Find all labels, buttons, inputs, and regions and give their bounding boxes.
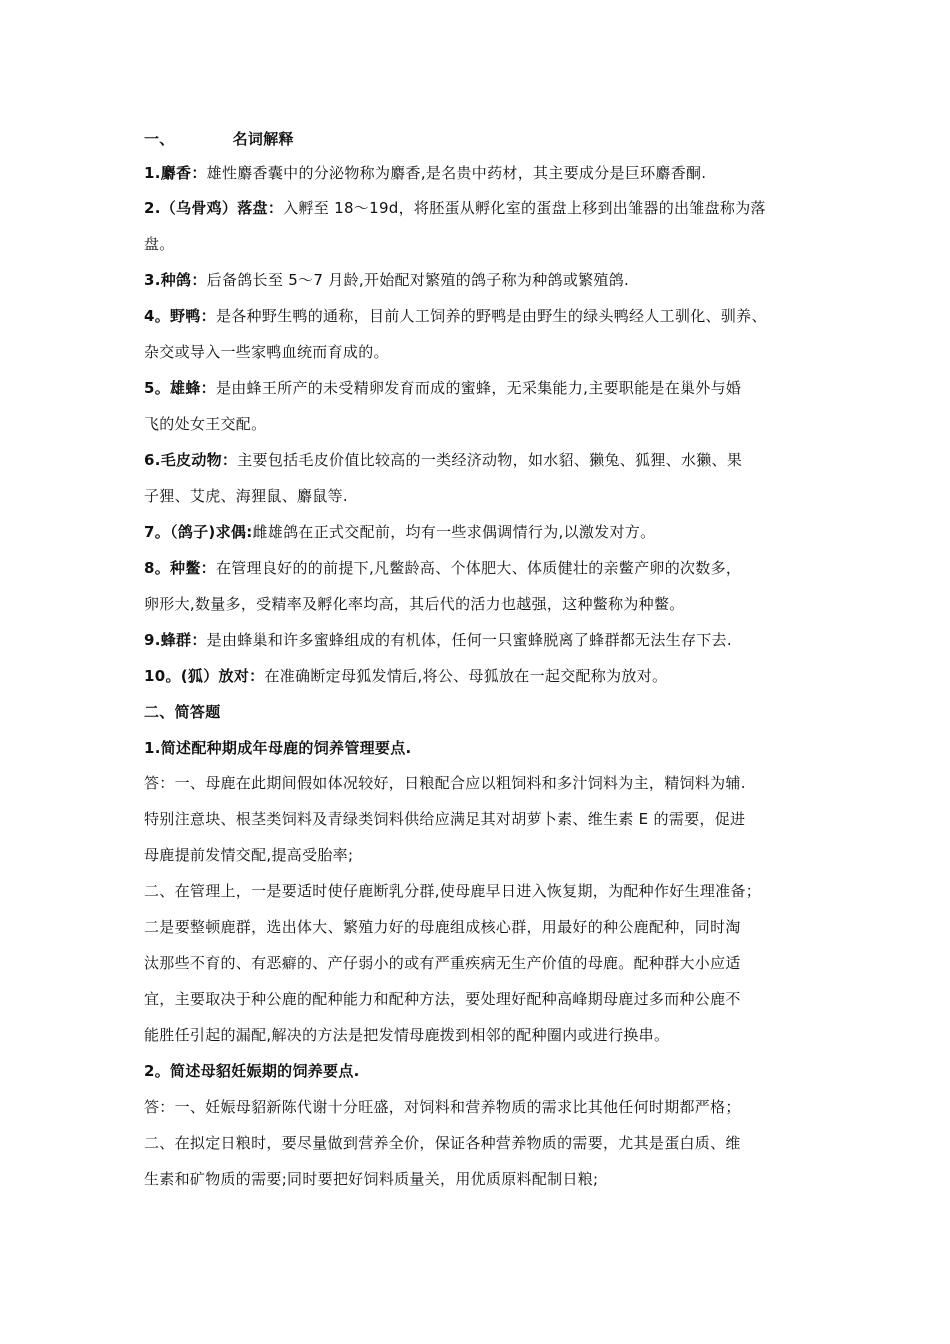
section-title: 名词解释	[232, 130, 294, 148]
answer-line: 特别注意块、根茎类饲料及青绿类饲料供给应满足其对胡萝卜素、维生素 E 的需要，促进	[144, 810, 746, 828]
section-heading-glossary	[144, 128, 294, 150]
definition-text: 入孵至 18～19d，将胚蛋从孵化室的蛋盘上移到出雏器的出雏盘称为落	[283, 199, 766, 217]
definition-text: 是由蜂王所产的未受精卵发育而成的蜜蜂，无采集能力,主要职能是在巢外与婚	[215, 379, 742, 397]
definition-item	[144, 557, 741, 579]
definition-text: 在准确断定母狐发情后,将公、母狐放在一起交配称为放对。	[264, 667, 668, 685]
definition-text-continued: 卵形大,数量多，受精率及孵化率均高，其后代的活力也越强，这种鳖称为种鳖。	[144, 595, 685, 613]
definition-text-continued: 杂交或导入一些家鸭血统而育成的。	[144, 343, 389, 361]
definition-item	[144, 269, 629, 291]
definition-item	[144, 162, 706, 184]
definition-text-continued: 飞的处女王交配。	[144, 415, 267, 433]
definition-item	[144, 305, 767, 327]
answer-line: 二、在拟定日粮时，要尽量做到营养全价，保证各种营养物质的需要，尤其是蛋白质、维	[144, 1134, 741, 1152]
section-number: 一、	[144, 130, 175, 148]
answer-line: 宜，主要取决于种公鹿的配种能力和配种方法，要处理好配种高峰期母鹿过多而种公鹿不	[144, 990, 741, 1008]
definition-item	[144, 521, 655, 543]
answer-line: 能胜任引起的漏配,解决的方法是把发情母鹿拨到相邻的配种圈内或进行换串。	[144, 1026, 670, 1044]
answer-line: 答：一、母鹿在此期间假如体况较好，日粮配合应以粗饲料和多汁饲料为主，精饲料为辅.	[144, 774, 746, 792]
definition-item	[144, 629, 732, 651]
definition-text-continued: 子狸、艾虎、海狸鼠、麝鼠等.	[144, 487, 348, 505]
definition-item	[144, 665, 667, 687]
definition-term: 9.蜂群：	[144, 631, 207, 649]
definition-text: 是各种野生鸭的通称，目前人工饲养的野鸭是由野生的绿头鸭经人工驯化、驯养、	[215, 307, 767, 325]
definition-term: 4。野鸭：	[144, 307, 216, 325]
answer-line: 答：一、妊娠母貂新陈代谢十分旺盛，对饲料和营养物质的需求比其他任何时期都严格；	[144, 1098, 741, 1116]
definition-text: 主要包括毛皮价值比较高的一类经济动物，如水貂、獭兔、狐狸、水獭、果	[237, 451, 743, 469]
definition-text: 在管理良好的的前提下,凡鳖龄高、个体肥大、体质健壮的亲鳖产卵的次数多，	[215, 559, 742, 577]
definition-text: 雌雄鸽在正式交配前，均有一些求偶调情行为,以激发对方。	[252, 523, 656, 541]
definition-text: 是由蜂巢和许多蜜蜂组成的有机体，任何一只蜜蜂脱离了蜂群都无法生存下去.	[206, 631, 732, 649]
definition-term: 10。(狐）放对：	[144, 667, 265, 685]
definition-term: 2.（乌骨鸡）落盘：	[144, 199, 284, 217]
definition-text: 雄性麝香囊中的分泌物称为麝香,是名贵中药材，其主要成分是巨环麝香酮.	[206, 164, 707, 182]
answer-line: 二、在管理上，一是要适时使仔鹿断乳分群,使母鹿早日进入恢复期，为配种作好生理准备；	[144, 882, 762, 900]
question-title: 1.简述配种期成年母鹿的饲养管理要点.	[144, 739, 412, 757]
definition-item	[144, 449, 742, 471]
definition-term: 5。雄蜂：	[144, 379, 216, 397]
definition-term: 1.麝香：	[144, 164, 207, 182]
definition-item	[144, 197, 766, 219]
definition-term: 3.种鸽：	[144, 271, 207, 289]
definition-term: 6.毛皮动物：	[144, 451, 238, 469]
definition-item	[144, 377, 741, 399]
answer-line: 母鹿提前发情交配,提高受胎率;	[144, 846, 354, 864]
section-heading-short-answer: 二、简答题	[144, 703, 221, 721]
question-title: 2。简述母貂妊娠期的饲养要点.	[144, 1062, 360, 1080]
answer-line: 生素和矿物质的需要;同时要把好饲料质量关，用优质原料配制日粮;	[144, 1170, 599, 1188]
definition-text: 后备鸽长至 5～7 月龄,开始配对繁殖的鸽子称为种鸽或繁殖鸽.	[206, 271, 630, 289]
answer-line: 二是要整顿鹿群，选出体大、繁殖力好的母鹿组成核心群，用最好的种公鹿配种，同时淘	[144, 918, 741, 936]
definition-text-continued: 盘。	[144, 235, 175, 253]
definition-term: 7。（鸽子)求偶:	[144, 523, 253, 541]
answer-line: 汰那些不育的、有恶癖的、产仔弱小的或有严重疾病无生产价值的母鹿。配种群大小应适	[144, 954, 741, 972]
definition-term: 8。种鳖：	[144, 559, 216, 577]
